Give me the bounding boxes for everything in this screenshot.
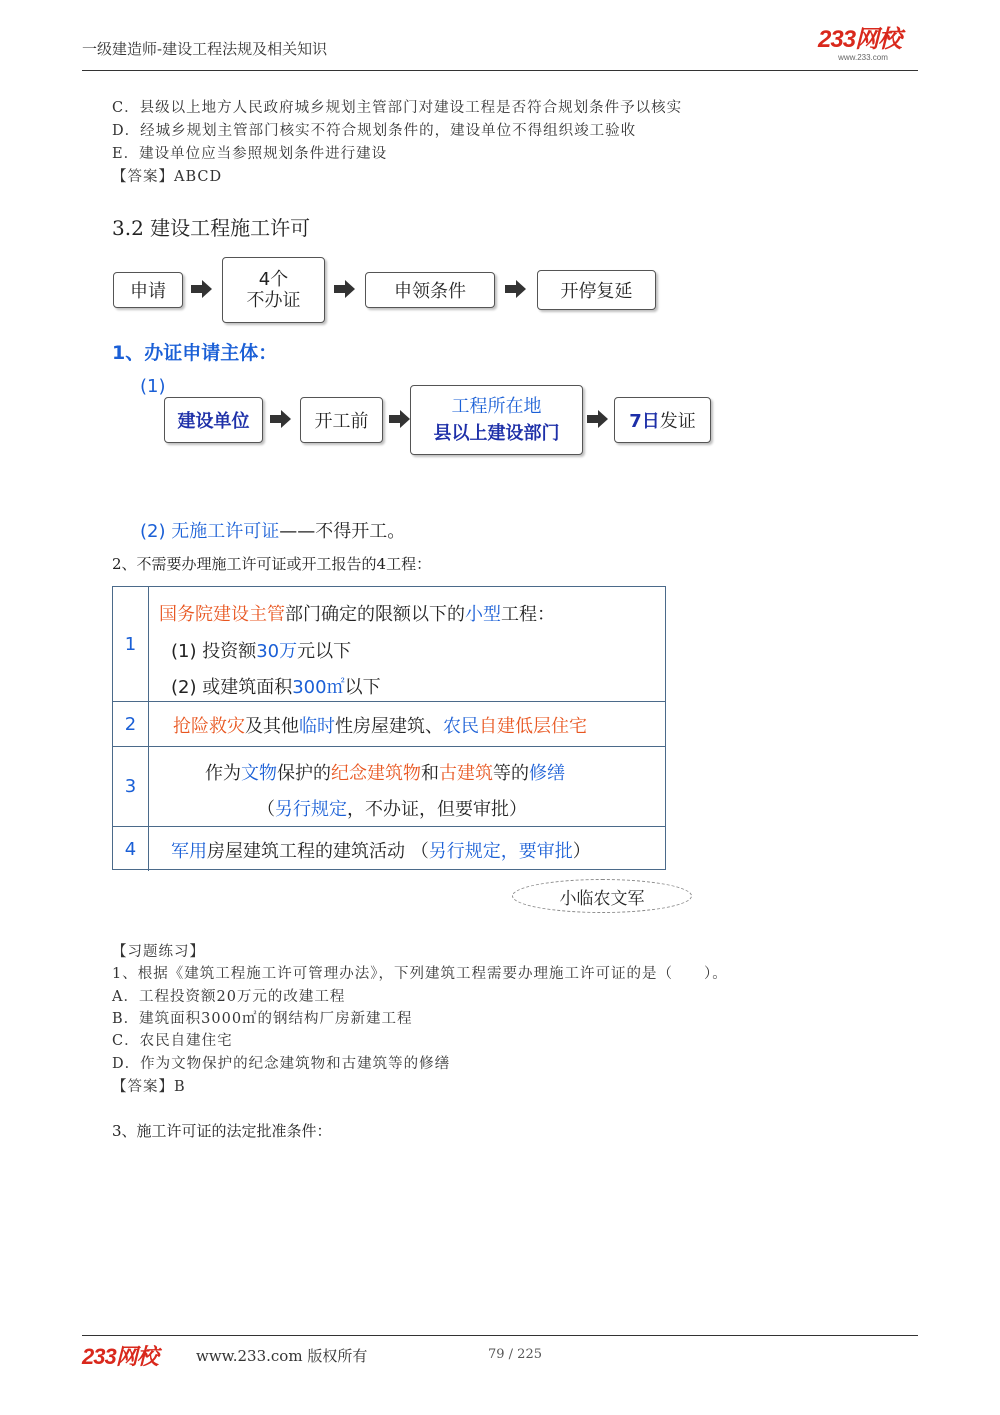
- row1-line3: (2) 或建筑面积300㎡以下: [171, 677, 381, 698]
- flow-box-local-dept: [410, 385, 583, 455]
- flow-box-issue-days: 7日: [629, 411, 660, 432]
- flow-box-local-dept-line1: 工程所在地: [451, 396, 542, 417]
- logo-url: www.233.com: [838, 53, 888, 62]
- table-row: [113, 827, 665, 871]
- prev-option-e: E．建设单位应当参照规划条件进行建设: [112, 146, 388, 162]
- flow-box-four-exempt: [222, 257, 325, 323]
- exempt-heading: 2、不需要办理施工许可证或开工报告的4工程：: [112, 555, 432, 573]
- row2-line: 抢险救灾及其他临时性房屋建筑、农民自建低层住宅: [173, 716, 587, 737]
- table-row: [113, 747, 665, 827]
- exercise-option-b: B．建筑面积3000㎡的钢结构厂房新建工程: [112, 1011, 413, 1027]
- footer-logo: 233网校: [82, 1344, 158, 1369]
- item2-line: [140, 517, 405, 543]
- header-divider: [82, 70, 918, 71]
- exercise-option-d: D．作为文物保护的纪念建筑物和古建筑等的修缮: [112, 1056, 451, 1072]
- row3-line1: 作为文物保护的纪念建筑物和古建筑等的修缮: [205, 763, 565, 784]
- row-content: [149, 827, 665, 871]
- flow-box-before-start: [300, 397, 383, 443]
- arrow-right-icon: [334, 279, 356, 299]
- arrow-right-icon: [389, 409, 411, 429]
- flow-box-local-dept-line2: 县以上建设部门: [433, 423, 560, 444]
- arrow-right-icon: [587, 409, 609, 429]
- exercise-option-a: A．工程投资额20万元的改建工程: [112, 989, 346, 1005]
- item2-no-permit: 无施工许可证: [171, 521, 280, 542]
- row-content: [149, 702, 665, 746]
- header-title: 一级建造师-建设工程法规及相关知识: [82, 40, 328, 58]
- flow-box-four-line2: 不办证: [246, 290, 301, 311]
- flow-box-suspend-resume: [537, 270, 656, 310]
- section-heading: 3.2 建设工程施工许可: [112, 216, 311, 240]
- item2-no-start: ——不得开工。: [279, 521, 406, 542]
- flow-box-issue-label: 发证: [659, 411, 696, 432]
- table-row: [113, 587, 665, 702]
- next-heading: 3、施工许可证的法定批准条件：: [112, 1122, 332, 1140]
- row-number: 3: [113, 747, 149, 826]
- arrow-right-icon: [191, 279, 213, 299]
- logo-text: 233网校: [818, 26, 902, 53]
- exercise-option-c: C．农民自建住宅: [112, 1033, 233, 1049]
- brand-logo: [818, 28, 918, 64]
- exercise-question: 1、根据《建筑工程施工许可管理办法》，下列建筑工程需要办理施工许可证的是（ ）。: [112, 966, 728, 982]
- flow-box-four-line1: 4个: [258, 269, 289, 290]
- exercise-heading: 【习题练习】: [112, 944, 205, 960]
- arrow-right-icon: [505, 279, 527, 299]
- exercise-answer: 【答案】B: [112, 1079, 186, 1095]
- page-number: 79 / 225: [488, 1347, 542, 1362]
- footer-divider: [82, 1335, 918, 1336]
- flow-box-builder-label: 建设单位: [177, 411, 250, 432]
- row-content: [149, 587, 665, 701]
- table-row: [113, 702, 665, 747]
- flow-box-conditions-label: 申领条件: [394, 281, 466, 302]
- flow-box-builder: [164, 397, 263, 443]
- row-number: 4: [113, 827, 149, 871]
- exempt-table: [112, 586, 666, 870]
- subject-heading: 1、办证申请主体：: [112, 342, 278, 364]
- prev-option-c: C．县级以上地方人民政府城乡规划主管部门对建设工程是否符合规划条件予以核实: [112, 100, 683, 116]
- flow-box-issue: [614, 397, 711, 443]
- arrow-right-icon: [270, 409, 292, 429]
- flow-box-apply: [113, 272, 183, 308]
- row1-line2: (1) 投资额30万元以下: [171, 641, 352, 662]
- flow-box-suspend-resume-label: 开停复延: [560, 281, 633, 302]
- row1-line1: 国务院建设主管部门确定的限额以下的小型工程：: [159, 604, 555, 625]
- mnemonic-text: 小临农文军: [559, 888, 645, 909]
- flow-box-apply-label: 申请: [130, 281, 166, 302]
- item1-label: (1): [140, 376, 166, 397]
- row-content: [149, 747, 665, 826]
- row-number: 1: [113, 587, 149, 701]
- row4-line: 军用房屋建筑工程的建筑活动 （另行规定，要审批）: [171, 841, 591, 862]
- footer-copyright: www.233.com 版权所有: [196, 1347, 368, 1365]
- mnemonic-oval: [512, 879, 692, 913]
- row-number: 2: [113, 702, 149, 746]
- prev-option-d: D．经城乡规划主管部门核实不符合规划条件的，建设单位不得组织竣工验收: [112, 123, 637, 139]
- item2-label: (2): [140, 521, 166, 542]
- row3-line2: （另行规定，不办证，但要审批）: [257, 799, 527, 820]
- prev-answer: 【答案】ABCD: [112, 169, 223, 185]
- flow-box-before-start-label: 开工前: [314, 411, 369, 432]
- flow-box-conditions: [365, 272, 495, 308]
